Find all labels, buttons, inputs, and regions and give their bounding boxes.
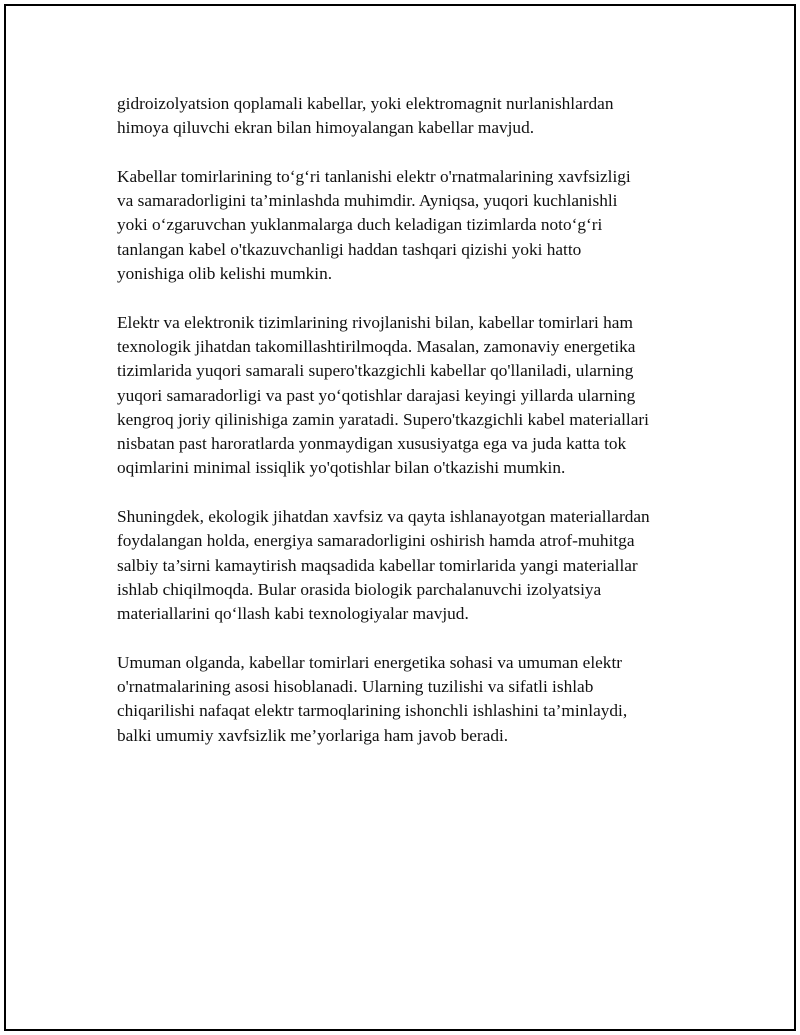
text-line: himoya qiluvchi ekran bilan himoyalangan kabellar mavjud. xyxy=(117,118,535,138)
text-line: yuqori samaradorligi va past yo‘qotishlar darajasi keyingi yillarda ularning xyxy=(117,385,636,405)
text-line: oqimlarini minimal issiqlik yo'qotishlar bilan o'tkazishi mumkin. xyxy=(117,458,566,478)
text-line: kengroq joriy qilinishiga zamin yaratadi. Supero'tkazgichli kabel materiallari xyxy=(117,409,649,429)
text-line: salbiy ta’sirni kamaytirish maqsadida kabellar tomirlarida yangi materiallar xyxy=(117,555,638,575)
text-line: nisbatan past haroratlarda yonmaydigan xususiyatga ega va juda katta tok xyxy=(117,434,627,454)
text-line: foydalangan holda, energiya samaradorligini oshirish hamda atrof-muhitga xyxy=(117,531,635,551)
text-line: va samaradorligini ta’minlashda muhimdir. Ayniqsa, yuqori kuchlanishli xyxy=(117,191,618,211)
paragraph-2 xyxy=(117,165,717,286)
text-line: Kabellar tomirlarining to‘g‘ri tanlanishi elektr o'rnatmalarining xavfsizligi xyxy=(117,166,631,186)
text-line: tizimlarida yuqori samarali supero'tkazgichli kabellar qo'llaniladi, ularning xyxy=(117,361,634,381)
text-line: o'rnatmalarining asosi hisoblanadi. Ularning tuzilishi va sifatli ishlab xyxy=(117,677,594,697)
paragraph-1 xyxy=(117,92,717,141)
paragraph-3 xyxy=(117,311,717,481)
text-line: tanlangan kabel o'tkazuvchanligi haddan tashqari qizishi yoki hatto xyxy=(117,239,582,259)
text-line: Elektr va elektronik tizimlarining rivojlanishi bilan, kabellar tomirlari ham xyxy=(117,312,633,332)
text-line: chiqarilishi nafaqat elektr tarmoqlarining ishonchli ishlashini ta’minlaydi, xyxy=(117,701,628,721)
text-line: yonishiga olib kelishi mumkin. xyxy=(117,264,333,284)
paragraph-4 xyxy=(117,505,717,626)
text-line: yoki o‘zgaruvchan yuklanmalarga duch keladigan tizimlarda noto‘g‘ri xyxy=(117,215,603,235)
document-body xyxy=(117,92,717,772)
text-line: ishlab chiqilmoqda. Bular orasida biologik parchalanuvchi izolyatsiya xyxy=(117,579,602,599)
text-line: texnologik jihatdan takomillashtirilmoqda. Masalan, zamonaviy energetika xyxy=(117,336,636,356)
paragraph-5 xyxy=(117,651,717,748)
text-line: materiallarini qo‘llash kabi texnologiyalar mavjud. xyxy=(117,604,469,624)
text-line: Umuman olganda, kabellar tomirlari energetika sohasi va umuman elektr xyxy=(117,652,622,672)
text-line: gidroizolyatsion qoplamali kabellar, yoki elektromagnit nurlanishlardan xyxy=(117,94,614,113)
text-line: balki umumiy xavfsizlik me’yorlariga ham javob beradi. xyxy=(117,725,509,745)
text-line: Shuningdek, ekologik jihatdan xavfsiz va qayta ishlanayotgan materiallardan xyxy=(117,507,650,527)
